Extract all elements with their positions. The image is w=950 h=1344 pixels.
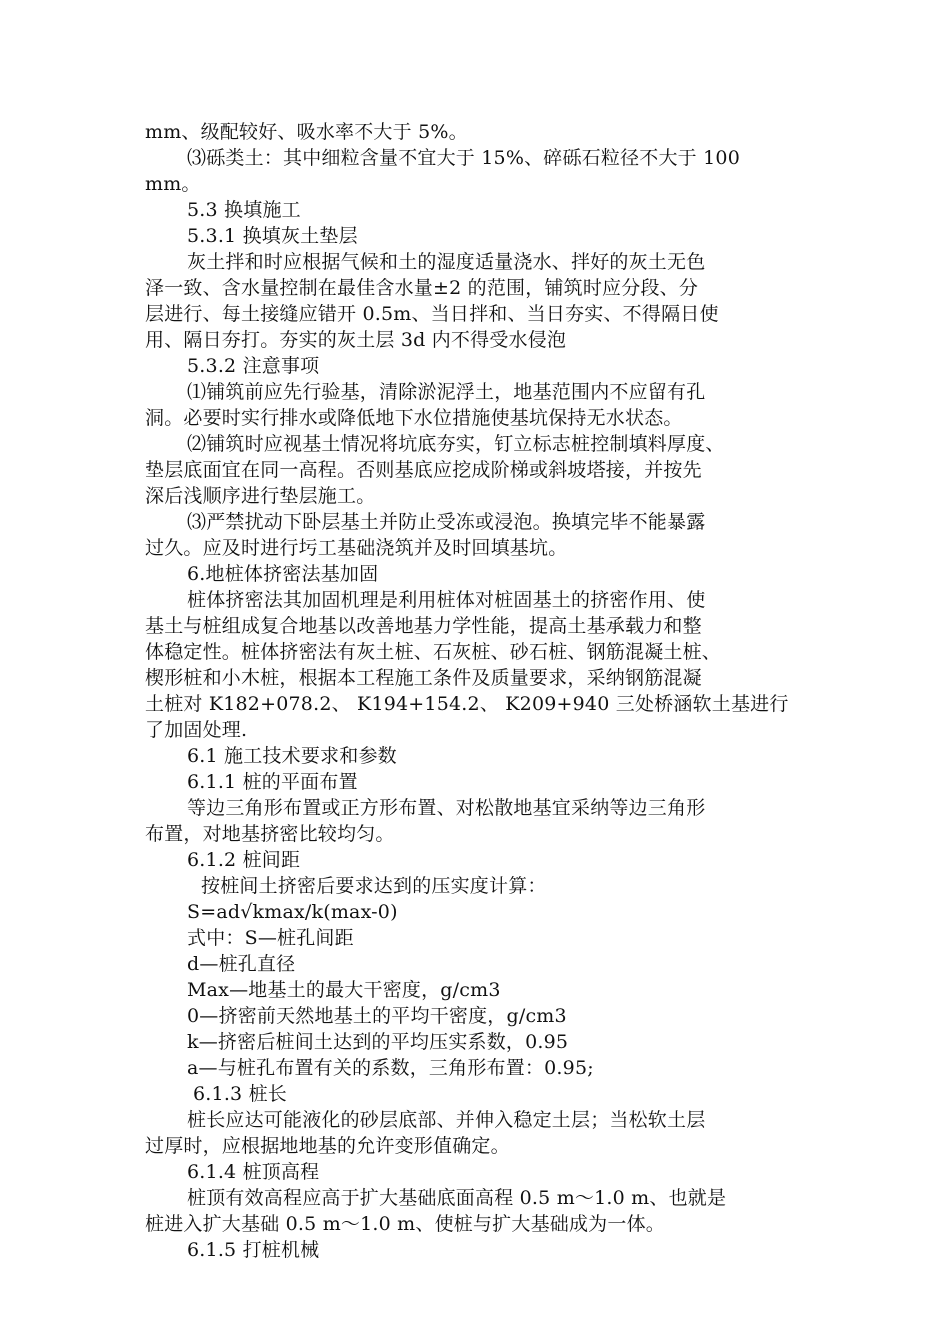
text-line: ⑵铺筑时应视基土情况将坑底夯实，钉立标志桩控制填料厚度、 [187, 433, 725, 455]
text-line: 6.1.3 桩长 [193, 1083, 287, 1105]
text-line: 桩长应达可能液化的砂层底部、并伸入稳定土层；当松软土层 [187, 1109, 706, 1131]
text-line: 泽一致、含水量控制在最佳含水量±2 的范围，铺筑时应分段、分 [145, 277, 699, 299]
text-line: 6.1 施工技术要求和参数 [187, 745, 397, 767]
text-line: ⑴铺筑前应先行验基，清除淤泥浮土，地基范围内不应留有孔 [187, 381, 706, 403]
text-line: 土桩对 K182+078.2、 K194+154.2、 K209+940 三处桥涵软土基进行 [145, 693, 789, 715]
text-line: a—与桩孔布置有关的系数，三角形布置：0.95; [187, 1057, 594, 1079]
text-line: Max—地基土的最大干密度，g/cm3 [187, 979, 501, 1001]
text-line: 6.1.5 打桩机械 [187, 1239, 320, 1261]
text-line: 0—挤密前天然地基土的平均干密度，g/cm3 [187, 1005, 567, 1027]
text-line: 布置，对地基挤密比较均匀。 [145, 823, 395, 845]
text-line: 桩进入扩大基础 0.5 m～1.0 m、使桩与扩大基础成为一体。 [145, 1213, 665, 1235]
text-line: 5.3.1 换填灰土垫层 [187, 225, 358, 247]
text-line: 桩体挤密法其加固机理是利用桩体对桩固基土的挤密作用、使 [187, 589, 706, 611]
text-line: 按桩间土挤密后要求达到的压实度计算： [201, 875, 547, 897]
text-line: 深后浅顺序进行垫层施工。 [145, 485, 376, 507]
text-line: S=ad√kmax/k(max-0) [187, 901, 398, 923]
text-line: 了加固处理. [145, 719, 248, 741]
body-text [145, 119, 815, 1263]
text-line: ⑶砾类土：其中细粒含量不宜大于 15%、碎砾石粒径不大于 100 [187, 147, 740, 169]
text-line: 楔形桩和小木桩，根据本工程施工条件及质量要求，采纳钢筋混凝 [145, 667, 702, 689]
text-line: 垫层底面宜在同一高程。否则基底应挖成阶梯或斜坡塔接，并按先 [145, 459, 702, 481]
text-line: 等边三角形布置或正方形布置、对松散地基宜采纳等边三角形 [187, 797, 706, 819]
text-line: 5.3 换填施工 [187, 199, 301, 221]
text-line: 6.1.4 桩顶高程 [187, 1161, 320, 1183]
text-line: 体稳定性。桩体挤密法有灰土桩、石灰桩、砂石桩、钢筋混凝土桩、 [145, 641, 722, 663]
text-line: mm、级配较好、吸水率不大于 5%。 [145, 121, 468, 143]
text-line: 5.3.2 注意事项 [187, 355, 320, 377]
text-line: 6.地桩体挤密法基加固 [187, 563, 379, 585]
text-line: 桩顶有效高程应高于扩大基础底面高程 0.5 m～1.0 m、也就是 [187, 1187, 727, 1209]
text-line: 6.1.1 桩的平面布置 [187, 771, 358, 793]
text-line: 过久。应及时进行圬工基础浇筑并及时回填基坑。 [145, 537, 568, 559]
text-line: 式中：S—桩孔间距 [187, 927, 354, 949]
text-line: d—桩孔直径 [187, 953, 296, 975]
text-line: mm。 [145, 173, 201, 195]
text-line: k—挤密后桩间土达到的平均压实系数，0.95 [187, 1031, 569, 1053]
text-line: 6.1.2 桩间距 [187, 849, 301, 871]
text-line: 过厚时，应根据地地基的允许变形值确定。 [145, 1135, 510, 1157]
text-line: 洞。必要时实行排水或降低地下水位措施使基坑保持无水状态。 [145, 407, 683, 429]
text-line: 用、隔日夯打。夯实的灰土层 3d 内不得受水侵泡 [145, 329, 567, 351]
text-line: 灰土拌和时应根据气候和土的湿度适量浇水、拌好的灰土无色 [187, 251, 706, 273]
text-line: ⑶严禁扰动下卧层基土并防止受冻或浸泡。换填完毕不能暴露 [187, 511, 706, 533]
text-line: 基土与桩组成复合地基以改善地基力学性能，提高土基承载力和整 [145, 615, 702, 637]
text-line: 层进行、每土接缝应错开 0.5m、当日拌和、当日夯实、不得隔日使 [145, 303, 719, 325]
